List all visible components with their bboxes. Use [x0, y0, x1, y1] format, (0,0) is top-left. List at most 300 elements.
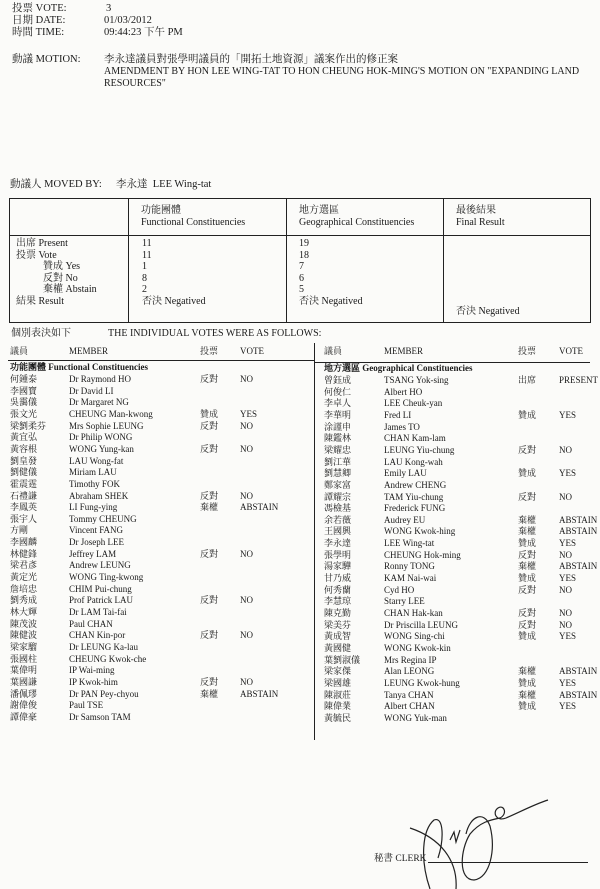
member-name-en: WONG Sing-chi	[384, 631, 445, 642]
vote-zh: 贊成	[518, 468, 537, 479]
member-name-zh: 劉江華	[324, 456, 352, 467]
member-name-en: Audrey EU	[384, 514, 426, 525]
time-value: 09:44:23 下午 PM	[104, 27, 183, 38]
vote-en: YES	[559, 701, 577, 712]
gc-member-row	[324, 433, 600, 445]
fc-present: 11	[142, 238, 152, 249]
member-name-zh: 方剛	[10, 525, 29, 536]
member-name-en: Fred LI	[384, 409, 412, 420]
col-header-fc-zh: 功能團體	[141, 205, 181, 216]
fc-member-row	[10, 665, 290, 677]
vote-zh: 棄權	[518, 561, 537, 572]
gc-yes: 7	[299, 261, 304, 273]
member-name-zh: 何秀蘭	[324, 584, 352, 595]
row-label-result: 結果 Result	[16, 295, 65, 307]
vote-zh: 反對	[518, 549, 537, 560]
vote-zh: 反對	[518, 584, 537, 595]
member-name-zh: 劉健儀	[10, 467, 38, 478]
vote-en: NO	[240, 630, 253, 641]
vote-zh: 贊成	[518, 409, 537, 420]
vote-zh: 反對	[200, 374, 219, 384]
signature-stroke	[450, 830, 460, 842]
fc-member-row	[10, 444, 290, 456]
fc-vote: 11	[142, 249, 152, 261]
member-name-zh: 潘佩璆	[10, 688, 38, 699]
gc-vote: 18	[299, 249, 309, 261]
member-name-zh: 黃宜弘	[10, 432, 38, 443]
col-header-fc	[141, 205, 245, 228]
fc-section-title: 功能團體 Functional Constituencies	[10, 362, 149, 372]
member-name-zh: 譚偉豪	[10, 711, 38, 722]
member-name-en: LEUNG Kwok-hung	[384, 677, 460, 688]
vote-number-value: 3	[106, 3, 112, 14]
vote-en: NO	[240, 490, 253, 501]
gc-member-row	[324, 585, 600, 597]
fc-member-row	[10, 374, 290, 386]
vote-zh: 贊成	[200, 408, 219, 419]
vote-en: ABSTAIN	[559, 689, 598, 700]
fc-member-row	[10, 630, 290, 642]
gc-member-row	[324, 701, 600, 713]
member-name-zh: 李國寶	[10, 385, 38, 396]
vote-zh: 棄權	[518, 526, 537, 537]
gc-member-row	[324, 550, 600, 562]
member-name-zh: 何鍾泰	[10, 374, 38, 384]
vote-zh: 反對	[518, 619, 537, 630]
col-member-en-left: MEMBER	[69, 346, 109, 356]
vote-zh: 反對	[200, 595, 219, 606]
vote-en: ABSTAIN	[559, 514, 598, 525]
motion-title-en-line1: AMENDMENT BY HON LEE WING-TAT TO HON CHEUNG HOK-MING'S MOTION ON "EXPANDING LAND	[104, 66, 580, 77]
fc-member-row	[10, 595, 290, 607]
vote-zh: 贊成	[518, 573, 537, 584]
member-name-en: Dr David LI	[69, 385, 114, 396]
vote-zh: 棄權	[200, 688, 219, 699]
member-name-zh: 陳健波	[10, 630, 38, 641]
col-vote-en-left: VOTE	[240, 346, 264, 356]
member-name-zh: 劉秀成	[10, 595, 38, 606]
gc-member-row	[324, 480, 600, 492]
vote-zh: 反對	[200, 676, 219, 687]
member-name-zh: 梁國雄	[324, 677, 352, 688]
col-member-zh-right: 議員	[324, 346, 343, 356]
member-name-zh: 甘乃威	[324, 573, 352, 584]
member-name-zh: 黃毓民	[324, 712, 352, 723]
vote-en: ABSTAIN	[240, 502, 279, 513]
member-name-en: Paul CHAN	[69, 618, 113, 629]
member-name-zh: 何俊仁	[324, 386, 352, 397]
member-name-en: Andrew LEUNG	[69, 560, 131, 571]
vote-en: NO	[559, 444, 572, 455]
member-name-en: Dr PAN Pey-chyou	[69, 688, 139, 699]
member-name-zh: 馮檢基	[324, 503, 352, 514]
vote-en: NO	[559, 584, 572, 595]
row-label-no: 反對 No	[43, 272, 78, 284]
member-name-en: LI Fung-ying	[69, 502, 118, 513]
gc-member-row	[324, 596, 600, 608]
vote-zh: 贊成	[518, 631, 537, 642]
divider	[286, 199, 287, 322]
motion-label: 動議 MOTION:	[12, 54, 81, 65]
moved-by-label: 動議人 MOVED BY:	[10, 179, 102, 190]
time-label: 時間 TIME:	[12, 27, 65, 38]
fc-member-row	[10, 525, 290, 537]
row-label-yes: 贊成 Yes	[43, 261, 81, 273]
col-header-gc-zh: 地方選區	[299, 205, 339, 216]
gc-member-row	[324, 690, 600, 702]
gc-member-row	[324, 398, 600, 410]
member-name-en: Albert HO	[384, 386, 423, 397]
gc-member-row	[324, 410, 600, 422]
date-label: 日期 DATE:	[12, 15, 66, 26]
clerk-label: 秘書 CLERK	[374, 854, 427, 864]
col-vote-zh-right: 投票	[518, 346, 537, 356]
member-name-en: KAM Nai-wai	[384, 573, 437, 584]
fc-yes: 1	[142, 261, 147, 273]
individual-intro-zh: 個別表決如下	[11, 328, 71, 339]
vote-en: ABSTAIN	[559, 666, 598, 677]
member-name-en: WONG Kwok-kin	[384, 642, 451, 653]
member-name-zh: 劉皇發	[10, 455, 38, 466]
header-rule-left	[8, 360, 314, 361]
member-name-en: CHEUNG Hok-ming	[384, 549, 461, 560]
member-name-zh: 涂謹申	[324, 421, 352, 432]
gc-result: 否決 Negatived	[299, 295, 363, 307]
fc-member-row	[10, 479, 290, 491]
fc-member-row	[10, 491, 290, 503]
final-result-value: 否決 Negatived	[456, 306, 520, 317]
fc-member-row	[10, 607, 290, 619]
vote-en: YES	[559, 538, 577, 549]
member-name-en: Timothy FOK	[69, 478, 120, 489]
summary-row-labels	[16, 238, 97, 308]
member-name-zh: 劉慧卿	[324, 468, 352, 479]
fc-member-row	[10, 456, 290, 468]
gc-member-row	[324, 631, 600, 643]
divider	[443, 199, 444, 322]
fc-member-row	[10, 700, 290, 712]
gc-member-row	[324, 387, 600, 399]
vote-en: YES	[559, 468, 577, 479]
vote-zh: 反對	[518, 491, 537, 502]
gc-member-row	[324, 538, 600, 550]
gc-member-row	[324, 375, 600, 387]
gc-member-row	[324, 643, 600, 655]
member-name-en: Prof Patrick LAU	[69, 595, 133, 606]
member-name-zh: 張宇人	[10, 513, 38, 524]
column-divider	[314, 343, 315, 740]
vote-en: NO	[559, 549, 572, 560]
col-header-fc-en: Functional Constituencies	[141, 216, 246, 228]
fc-member-row	[10, 689, 290, 701]
individual-intro-en: THE INDIVIDUAL VOTES WERE AS FOLLOWS:	[108, 328, 322, 339]
member-name-zh: 李卓人	[324, 398, 352, 409]
vote-en: NO	[240, 443, 253, 454]
vote-zh: 反對	[200, 420, 219, 431]
member-name-zh: 陳克勤	[324, 608, 352, 618]
vote-en: NO	[559, 619, 572, 630]
fc-member-row	[10, 467, 290, 479]
fc-member-row	[10, 677, 290, 689]
vote-en: NO	[240, 420, 253, 431]
vote-en: NO	[240, 548, 253, 559]
member-name-en: LAU Kong-wah	[384, 456, 443, 467]
fc-member-row	[10, 514, 290, 526]
member-name-zh: 梁美芬	[324, 619, 352, 630]
gc-member-row	[324, 526, 600, 538]
member-name-zh: 謝偉俊	[10, 700, 38, 711]
vote-en: YES	[559, 677, 577, 688]
gc-section-title: 地方選區 Geographical Constituencies	[324, 363, 473, 373]
gc-member-row	[324, 515, 600, 527]
vote-zh: 棄權	[518, 514, 537, 525]
member-name-en: WONG Yung-kan	[69, 443, 134, 454]
summary-fc-values	[142, 238, 206, 308]
member-name-zh: 石禮謙	[10, 490, 38, 501]
vote-zh: 反對	[200, 443, 219, 454]
vote-zh: 反對	[200, 548, 219, 559]
member-name-en: Cyd HO	[384, 584, 415, 595]
fc-member-row	[10, 549, 290, 561]
fc-member-row	[10, 584, 290, 596]
summary-gc-values	[299, 238, 363, 308]
gc-member-row	[324, 422, 600, 434]
vote-en: YES	[559, 409, 577, 420]
member-name-en: Andrew CHENG	[384, 479, 447, 490]
divider	[128, 199, 129, 322]
member-name-zh: 王國興	[324, 526, 352, 537]
fc-member-row	[10, 572, 290, 584]
member-name-zh: 陳偉業	[324, 701, 352, 712]
vote-zh: 棄權	[518, 666, 537, 677]
member-name-en: Emily LAU	[384, 468, 427, 479]
member-name-en: Dr LEUNG Ka-lau	[69, 641, 138, 652]
member-name-en: Dr Joseph LEE	[69, 537, 124, 548]
col-header-gc	[299, 205, 414, 228]
member-name-en: CHAN Kam-lam	[384, 433, 446, 444]
gc-abstain: 5	[299, 284, 304, 296]
member-name-zh: 湯家驊	[324, 561, 352, 572]
member-name-en: Ronny TONG	[384, 561, 435, 572]
clerk-signature	[400, 790, 590, 889]
vote-number-label: 投票 VOTE:	[12, 3, 67, 14]
member-name-en: WONG Ting-kwong	[69, 572, 144, 583]
member-name-zh: 黃國健	[324, 642, 352, 653]
member-name-en: Mrs Regina IP	[384, 654, 437, 665]
member-name-zh: 曾鈺成	[324, 375, 352, 385]
member-name-en: Frederick FUNG	[384, 503, 446, 514]
vote-en: YES	[240, 408, 258, 419]
fc-result: 否決 Negatived	[142, 295, 206, 307]
vote-en: ABSTAIN	[240, 688, 279, 699]
fc-member-row	[10, 421, 290, 433]
col-header-final-zh: 最後結果	[456, 205, 496, 216]
vote-en: PRESENT	[559, 375, 599, 385]
member-name-en: LEUNG Yiu-chung	[384, 444, 455, 455]
vote-zh: 反對	[518, 444, 537, 455]
motion-title-zh: 李永達議員對張學明議員的「開拓土地資源」議案作出的修正案	[104, 54, 398, 65]
member-name-zh: 陳淑莊	[324, 689, 352, 700]
gc-member-row	[324, 573, 600, 585]
gc-member-row	[324, 620, 600, 632]
col-vote-zh-left: 投票	[200, 346, 219, 356]
member-name-zh: 李華明	[324, 409, 352, 420]
member-name-en: Dr Priscilla LEUNG	[384, 619, 458, 630]
member-name-zh: 黃定光	[10, 572, 38, 583]
fc-member-row	[10, 642, 290, 654]
fc-member-row	[10, 409, 290, 421]
gc-member-row	[324, 468, 600, 480]
col-vote-en-right: VOTE	[559, 346, 583, 356]
vote-zh: 棄權	[200, 502, 219, 513]
vote-zh: 贊成	[518, 677, 537, 688]
fc-member-row	[10, 386, 290, 398]
fc-member-row	[10, 712, 290, 724]
vote-zh: 棄權	[518, 689, 537, 700]
member-name-en: Albert CHAN	[384, 701, 435, 712]
member-name-zh: 張學明	[324, 549, 352, 560]
gc-member-row	[324, 608, 600, 620]
vote-zh: 反對	[200, 630, 219, 641]
date-value: 01/03/2012	[104, 15, 152, 26]
member-name-zh: 林健鋒	[10, 548, 38, 559]
vote-en: ABSTAIN	[559, 561, 598, 572]
moved-by-value: 李永達 LEE Wing-tat	[116, 179, 212, 190]
member-name-zh: 陳茂波	[10, 618, 38, 629]
member-name-zh: 張國柱	[10, 653, 38, 664]
gc-member-row	[324, 561, 600, 573]
fc-member-row	[10, 397, 290, 409]
vote-en: NO	[559, 491, 572, 502]
member-name-en: Dr Samson TAM	[69, 711, 131, 722]
col-member-zh-left: 議員	[10, 346, 29, 356]
vote-zh: 反對	[200, 490, 219, 501]
gc-member-row	[324, 678, 600, 690]
member-name-en: Dr LAM Tai-fai	[69, 607, 127, 617]
gc-member-row	[324, 655, 600, 667]
member-name-zh: 鄭家富	[324, 479, 352, 490]
vote-en: YES	[559, 573, 577, 584]
member-name-en: TSANG Yok-sing	[384, 375, 449, 385]
row-label-abstain: 棄權 Abstain	[43, 284, 97, 296]
member-name-zh: 霍震霆	[10, 478, 38, 489]
col-header-final-en: Final Result	[456, 216, 505, 228]
member-name-en: Vincent FANG	[69, 525, 124, 536]
member-name-zh: 梁家騮	[10, 641, 38, 652]
vote-zh: 贊成	[518, 701, 537, 712]
member-name-zh: 李永達	[324, 538, 352, 549]
fc-member-row	[10, 560, 290, 572]
member-name-en: CHEUNG Man-kwong	[69, 408, 153, 419]
member-name-en: Dr Philip WONG	[69, 432, 133, 443]
member-name-zh: 梁君彥	[10, 560, 38, 571]
vote-en: NO	[240, 374, 253, 384]
member-name-en: TAM Yiu-chung	[384, 491, 444, 502]
member-name-en: Tommy CHEUNG	[69, 513, 137, 524]
gc-no: 6	[299, 272, 304, 284]
member-name-en: IP Kwok-him	[69, 676, 118, 687]
member-name-en: James TO	[384, 421, 420, 432]
member-name-zh: 余若薇	[324, 514, 352, 525]
member-name-en: Paul TSE	[69, 700, 104, 711]
vote-en: ABSTAIN	[559, 526, 598, 537]
member-name-en: IP Wai-ming	[69, 665, 115, 676]
gc-member-row	[324, 713, 600, 725]
fc-member-row	[10, 619, 290, 631]
col-member-en-right: MEMBER	[384, 346, 424, 356]
member-name-en: Dr Margaret NG	[69, 397, 129, 408]
member-name-zh: 陳鑑林	[324, 433, 352, 444]
member-name-zh: 黃成智	[324, 631, 352, 642]
vote-en: YES	[559, 631, 577, 642]
gc-member-row	[324, 492, 600, 504]
fc-no: 8	[142, 272, 147, 284]
member-name-zh: 譚耀宗	[324, 491, 352, 502]
member-name-zh: 葉劉淑儀	[324, 654, 361, 665]
vote-zh: 贊成	[518, 538, 537, 549]
member-name-en: CHAN Hak-kan	[384, 608, 443, 618]
member-name-en: Mrs Sophie LEUNG	[69, 420, 144, 431]
member-name-zh: 梁劉柔芬	[10, 420, 47, 431]
gc-member-row	[324, 666, 600, 678]
gc-member-row	[324, 503, 600, 515]
member-name-en: WONG Yuk-man	[384, 712, 447, 723]
member-name-zh: 詹培忠	[10, 583, 38, 594]
member-name-zh: 梁耀忠	[324, 444, 352, 455]
member-name-en: LEE Wing-tat	[384, 538, 435, 549]
member-name-en: Jeffrey LAM	[69, 548, 117, 559]
vote-zh: 反對	[518, 608, 537, 618]
member-name-en: LAU Wong-fat	[69, 455, 124, 466]
member-name-zh: 吳靄儀	[10, 397, 38, 408]
row-label-vote: 投票 Vote	[16, 249, 57, 261]
fc-member-row	[10, 502, 290, 514]
fc-member-row	[10, 654, 290, 666]
member-name-en: CHAN Kin-por	[69, 630, 126, 641]
member-name-zh: 李鳳英	[10, 502, 38, 513]
col-header-final	[456, 205, 505, 228]
member-name-en: Abraham SHEK	[69, 490, 129, 501]
member-name-en: CHIM Pui-chung	[69, 583, 132, 594]
gc-member-row	[324, 457, 600, 469]
member-name-zh: 葉偉明	[10, 665, 38, 676]
member-name-en: CHEUNG Kwok-che	[69, 653, 147, 664]
vote-summary-table	[9, 198, 591, 323]
fc-member-row	[10, 537, 290, 549]
member-name-zh: 李國麟	[10, 537, 38, 548]
member-name-zh: 葉國謙	[10, 676, 38, 687]
divider	[10, 235, 590, 236]
member-name-zh: 梁家傑	[324, 666, 352, 677]
member-name-en: LEE Cheuk-yan	[384, 398, 443, 409]
vote-en: NO	[559, 608, 572, 618]
member-name-en: Miriam LAU	[69, 467, 117, 478]
member-name-en: WONG Kwok-hing	[384, 526, 456, 537]
member-name-en: Dr Raymond HO	[69, 374, 131, 384]
member-name-en: Tanya CHAN	[384, 689, 434, 700]
row-label-present: 出席 Present	[16, 238, 68, 249]
member-name-en: Alan LEONG	[384, 666, 435, 677]
member-name-zh: 林大輝	[10, 607, 38, 617]
signature-stroke	[410, 828, 456, 889]
vote-en: NO	[240, 676, 253, 687]
gc-present: 19	[299, 238, 309, 249]
vote-zh: 出席	[518, 375, 537, 385]
fc-member-row	[10, 432, 290, 444]
vote-en: NO	[240, 595, 253, 606]
member-name-en: Starry LEE	[384, 596, 425, 607]
motion-title-en-line2: RESOURCES"	[104, 78, 166, 89]
